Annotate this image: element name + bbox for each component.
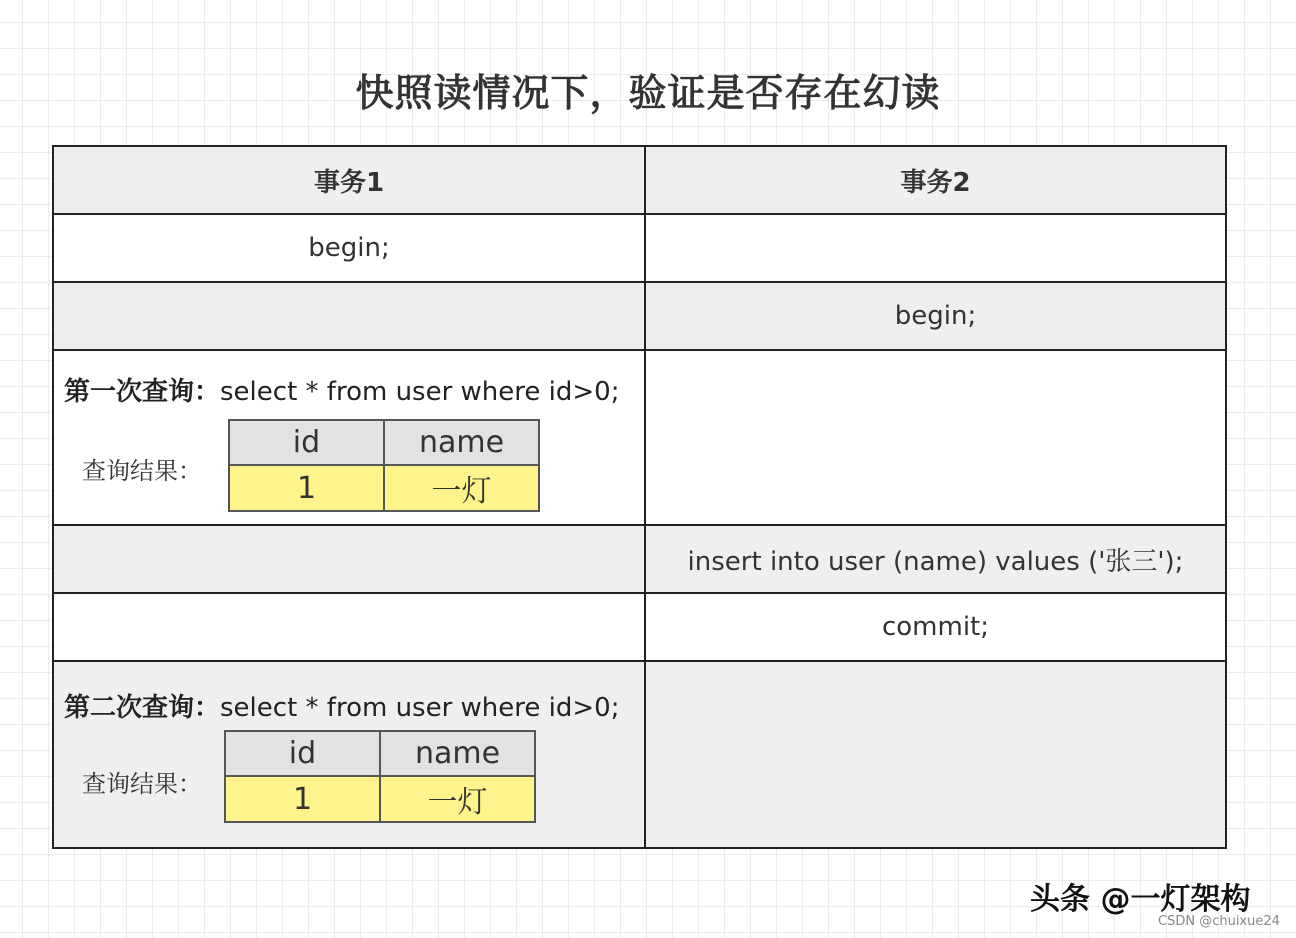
result-row [225,776,535,822]
first-query-prefix: 第一次查询： [64,377,221,407]
result-cell-id: 1 [229,465,384,511]
toutiao-watermark: 头条 @一灯架构 [1030,882,1251,917]
tx2-commit-cell: commit; [645,593,1226,661]
table-row [53,282,1226,350]
result-row [229,465,539,511]
tx1-header: 事务1 [53,146,645,214]
first-result-table [228,419,540,512]
second-query-line [64,687,619,724]
header-row [53,146,1226,214]
second-query-prefix: 第二次查询： [64,693,221,723]
tx2-insert-cell: insert into user (name) values ('张三'); [645,525,1226,593]
tx2-begin-cell: begin; [645,282,1226,350]
first-result-label: 查询结果： [82,457,202,485]
table-row [53,661,1226,848]
result-header-id: id [225,731,380,776]
result-cell-name: 一灯 [384,465,539,511]
second-query-sql: select * from user where id>0; [220,693,620,723]
result-header-id: id [229,420,384,465]
tx2-empty-cell [645,350,1226,525]
first-query-cell [53,350,645,525]
tx1-begin-cell: begin; [53,214,645,282]
second-result-label: 查询结果： [82,770,202,798]
tx2-empty-cell [645,661,1226,848]
tx2-header: 事务2 [645,146,1226,214]
result-header-row [225,731,535,776]
table-row [53,525,1226,593]
transaction-table [52,145,1227,849]
table-row [53,350,1226,525]
result-cell-id: 1 [225,776,380,822]
result-cell-name: 一灯 [380,776,535,822]
tx1-empty-cell [53,282,645,350]
result-header-row [229,420,539,465]
csdn-watermark: CSDN @chuixue24 [1158,914,1280,929]
first-query-line [64,371,619,408]
tx1-empty-cell [53,593,645,661]
result-header-name: name [384,420,539,465]
first-query-sql: select * from user where id>0; [220,377,620,407]
table-row [53,214,1226,282]
diagram-title: 快照读情况下，验证是否存在幻读 [355,71,941,115]
tx2-empty-cell [645,214,1226,282]
result-header-name: name [380,731,535,776]
tx1-empty-cell [53,525,645,593]
second-query-cell [53,661,645,848]
second-result-table [224,730,536,823]
table-row [53,593,1226,661]
